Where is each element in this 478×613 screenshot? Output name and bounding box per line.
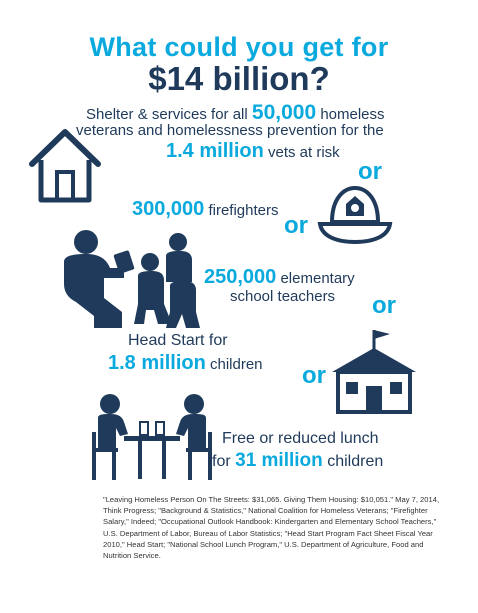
house-icon bbox=[28, 126, 102, 204]
lunch-table-icon bbox=[90, 392, 214, 482]
headstart-label: children bbox=[209, 356, 263, 373]
lunch-post: children bbox=[327, 453, 384, 470]
lunch-line1: Free or reduced lunch bbox=[222, 430, 379, 447]
veterans-post: homeless bbox=[320, 106, 385, 123]
teachers-line2: school teachers bbox=[230, 288, 336, 305]
headstart-line1: Head Start for bbox=[128, 332, 228, 349]
lunch-pre: for bbox=[212, 453, 231, 470]
or-label-2: or bbox=[284, 212, 308, 239]
vets-at-risk-label: vets at risk bbox=[267, 144, 340, 161]
veterans-pre: Shelter & services for all bbox=[86, 106, 248, 123]
or-label-3: or bbox=[372, 292, 396, 319]
vets-at-risk-count: 1.4 million bbox=[166, 140, 264, 162]
headstart-count: 1.8 million bbox=[108, 352, 206, 374]
lunch-count: 31 million bbox=[235, 450, 323, 471]
headline-amount: $14 billion? bbox=[148, 60, 330, 97]
firefighters-count: 300,000 bbox=[132, 198, 205, 220]
teachers-count: 250,000 bbox=[204, 266, 277, 288]
or-label-4: or bbox=[302, 362, 326, 389]
veterans-line3 bbox=[166, 140, 340, 163]
or-label-1: or bbox=[358, 158, 382, 185]
veterans-line2: veterans and homelessness prevention for the bbox=[76, 122, 384, 139]
lunch-line2 bbox=[212, 450, 383, 472]
teacher-children-icon bbox=[54, 228, 202, 332]
headline: What could you get for bbox=[89, 32, 389, 62]
sources-footnote: "Leaving Homeless Person On The Streets: $31,065. Giving Them Housing: $10,051." May 7, 2014, Think Progress; "Background & Statistics," National Coalition for Homeless Veterans; "Firefighter Salary," Indeed; "Occupational Outlook Handbook: Kindergarten and Elementary School Teachers," U.S. Department of Labor, Bureau of Labor Statistics; "Head Start Program Fact Sheet Fiscal Year 2010," Head Start; "National School Lunch Program," U.S. Department of Agriculture, Food and Nutrition Service. bbox=[103, 495, 440, 561]
firefighters-line bbox=[132, 198, 279, 221]
teachers-label: elementary bbox=[280, 270, 355, 287]
veterans-count: 50,000 bbox=[251, 101, 317, 124]
school-building-icon bbox=[330, 328, 422, 416]
teachers-line1 bbox=[204, 266, 355, 289]
firefighter-helmet-icon bbox=[318, 184, 392, 246]
firefighters-label: firefighters bbox=[208, 202, 279, 219]
headstart-line2 bbox=[108, 352, 263, 375]
